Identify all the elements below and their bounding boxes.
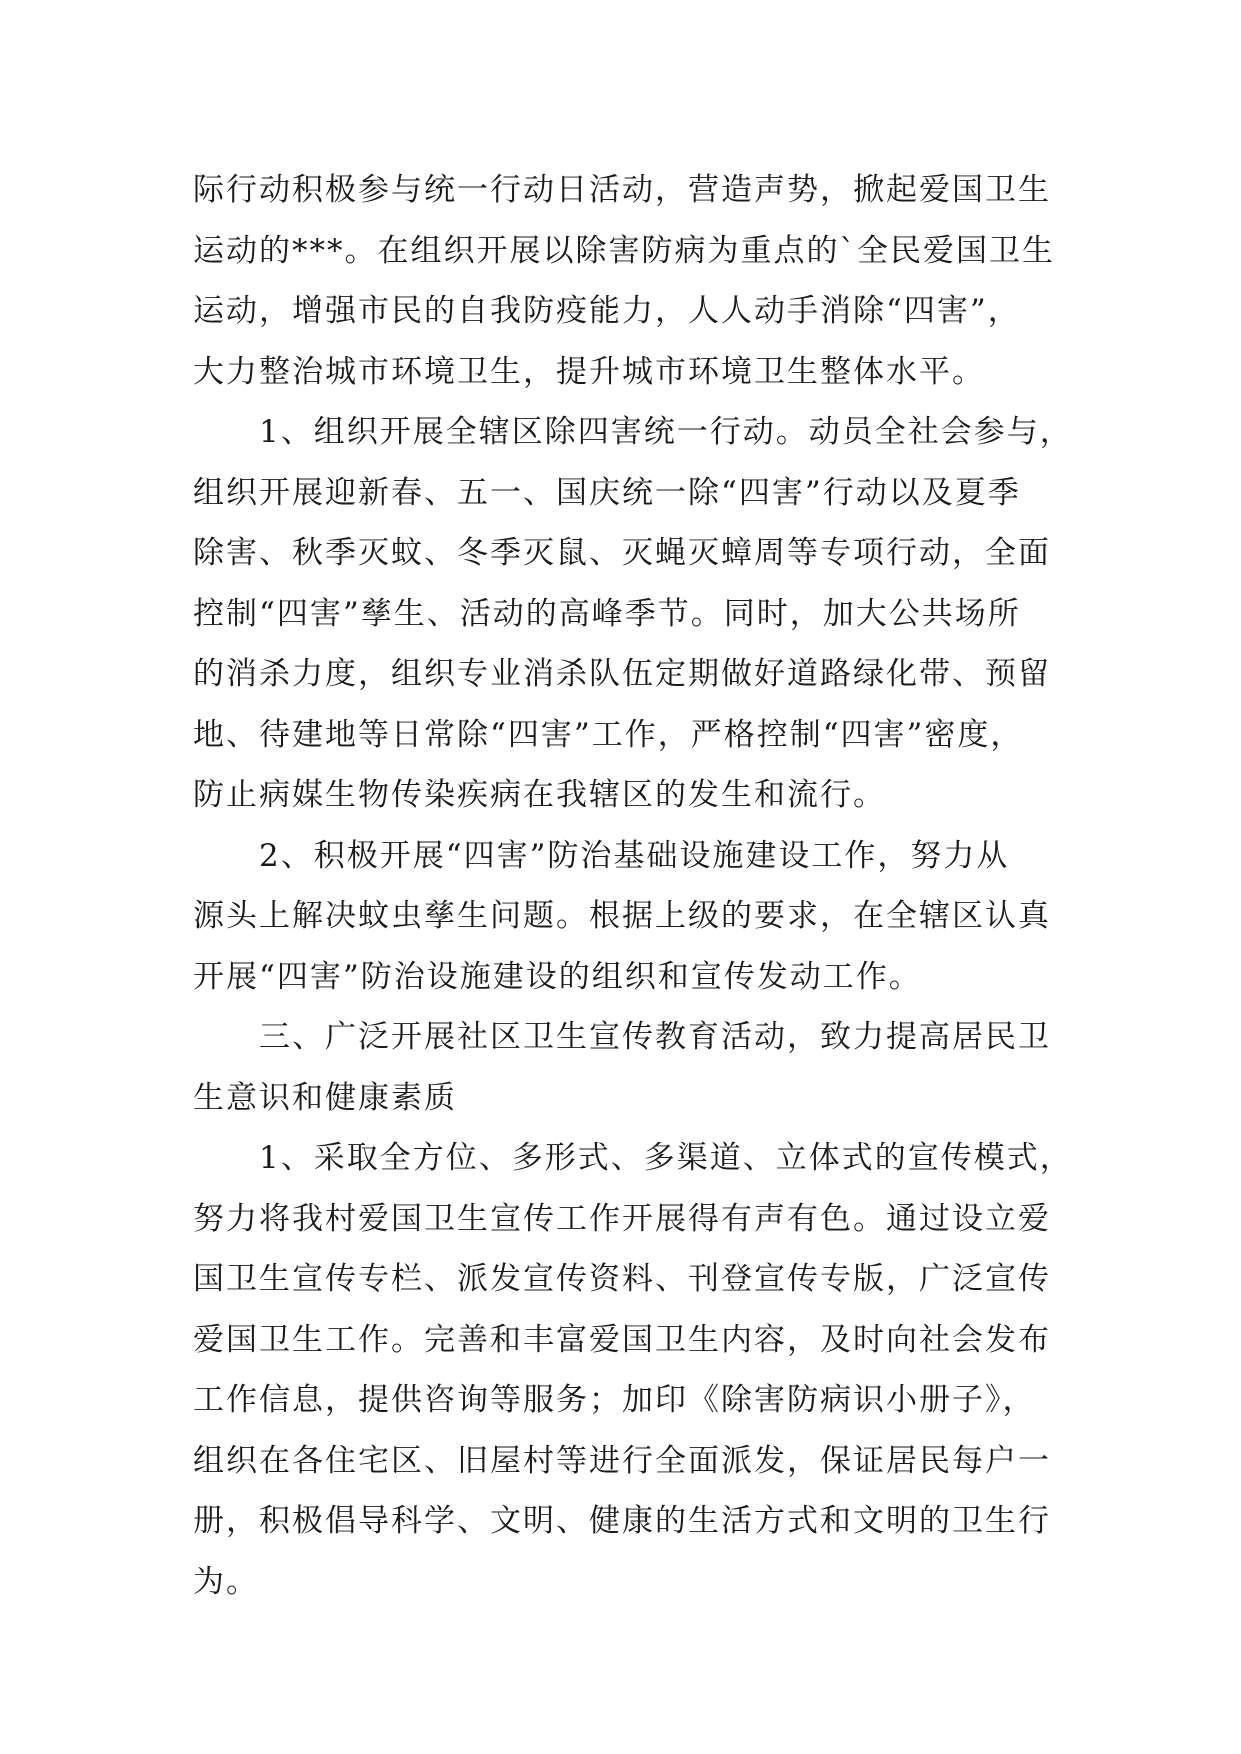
section-heading: 三、广泛开展社区卫生宣传教育活动，致力提高居民卫 [259,1019,1051,1055]
text-line: 工作信息，提供咨询等服务；加印《除害防病识小册子》， [193,1382,1036,1418]
text-line: 组织在各住宅区、旧屋村等进行全面派发，保证居民每户一 [193,1442,1051,1479]
text-line: 国卫生宣传专栏、派发宣传资料、刊登宣传专版，广泛宣传 [193,1261,1051,1297]
section-heading: 生意识和健康素质 [193,1079,457,1116]
text-line: 册，积极倡导科学、文明、健康的生活方式和文明的卫生行 [193,1503,1051,1539]
text-line: 的消杀力度，组织专业消杀队伍定期做好道路绿化带、预留 [193,656,1051,692]
text-line: 大力整治城市环境卫生，提升城市环境卫生整体水平。 [193,353,985,390]
text-line: 爱国卫生工作。完善和丰富爱国卫生内容，及时向社会发布 [193,1321,1051,1358]
text-line: 2、积极开展“四害”防治基础设施建设工作，努力从 [259,837,1010,874]
text-line: 防止病媒生物传染疾病在我辖区的发生和流行。 [193,777,886,813]
text-line: 运动的***。在组织开展以除害防病为重点的`全民爱国卫生 [193,232,1055,269]
text-line: 组织开展迎新春、五一、国庆统一除“四害”行动以及夏季 [193,474,1021,511]
text-line: 地、待建地等日常除“四害”工作，严格控制“四害”密度， [193,716,1024,753]
text-line: 努力将我村爱国卫生宣传工作开展得有声有色。通过设立爱 [193,1200,1051,1237]
text-line: 际行动积极参与统一行动日活动，营造声势，掀起爱国卫生 [193,172,1051,208]
text-line: 控制“四害”孳生、活动的高峰季节。同时，加大公共场所 [193,595,1021,632]
text-line: 开展“四害”防治设施建设的组织和宣传发动工作。 [193,958,922,995]
text-line: 运动，增强市民的自我防疫能力，人人动手消除“四害”， [193,293,1021,329]
text-line: 源头上解决蚊虫孳生问题。根据上级的要求，在全辖区认真 [193,898,1051,934]
text-line: 1、采取全方位、多形式、多渠道、立体式的宣传模式， [259,1140,1073,1176]
document-body [193,160,1073,1612]
text-line: 1、组织开展全辖区除四害统一行动。动员全社会参与， [259,414,1073,450]
text-line: 除害、秋季灭蚊、冬季灭鼠、灭蝇灭蟑周等专项行动，全面 [193,535,1051,571]
text-line: 为。 [193,1563,259,1600]
